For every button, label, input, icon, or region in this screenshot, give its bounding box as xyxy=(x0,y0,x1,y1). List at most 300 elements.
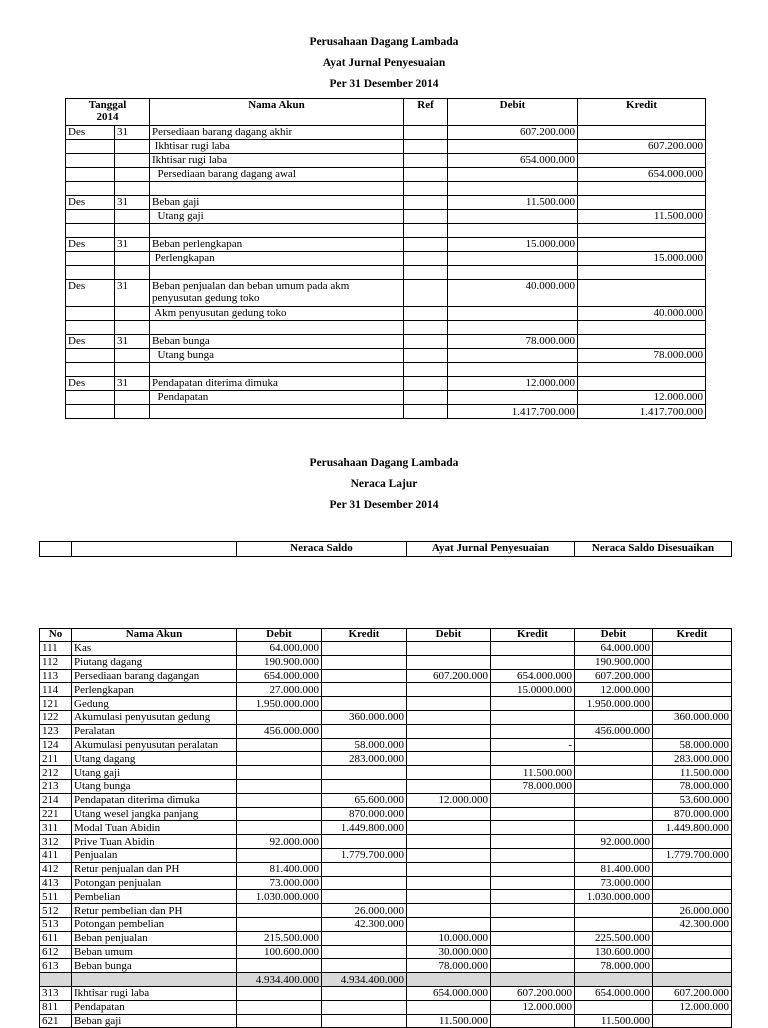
amount-cell xyxy=(322,862,407,876)
amount-cell: 654.000.000 xyxy=(237,669,322,683)
ajp-row xyxy=(66,252,706,266)
amount-cell xyxy=(322,642,407,656)
ajp-debit xyxy=(448,349,578,363)
ajp-day xyxy=(115,252,150,266)
amount-cell xyxy=(491,724,575,738)
amount-cell xyxy=(653,683,732,697)
ajp-month: Des xyxy=(66,335,115,349)
amount-cell xyxy=(575,766,653,780)
ajp-credit: 11.500.000 xyxy=(578,210,706,224)
account-name: Potongan pembelian xyxy=(72,917,237,931)
worksheet-row xyxy=(40,655,732,669)
worksheet-row xyxy=(40,724,732,738)
amount-cell: 1.449.800.000 xyxy=(322,821,407,835)
amount-cell xyxy=(491,945,575,959)
ajp-account: Pendapatan diterima dimuka xyxy=(150,377,404,391)
ajp-row xyxy=(66,182,706,196)
amount-cell xyxy=(407,642,491,656)
ajp-row xyxy=(66,391,706,405)
ajp-account xyxy=(150,405,404,419)
account-no: 123 xyxy=(40,724,72,738)
worksheet-group-row xyxy=(40,542,732,557)
ajp-row xyxy=(66,349,706,363)
account-no: 412 xyxy=(40,862,72,876)
ajp-row xyxy=(66,280,706,307)
worksheet-row xyxy=(40,890,732,904)
amount-cell xyxy=(322,876,407,890)
ajp-credit xyxy=(578,224,706,238)
amount-cell: 11.500.000 xyxy=(575,1014,653,1028)
ajp-account: Beban bunga xyxy=(150,335,404,349)
ajp-period: Per 31 Desember 2014 xyxy=(329,78,439,90)
amount-cell: 12.000.000 xyxy=(653,1000,732,1014)
account-no: 213 xyxy=(40,779,72,793)
amount-cell: 81.400.000 xyxy=(575,862,653,876)
ajp-account: Utang gaji xyxy=(150,210,404,224)
amount-cell: 130.600.000 xyxy=(575,945,653,959)
amount-cell: 607.200.000 xyxy=(653,986,732,1000)
worksheet-row xyxy=(40,793,732,807)
ajp-credit: 15.000.000 xyxy=(578,252,706,266)
ajp-month xyxy=(66,349,115,363)
ajp-debit xyxy=(448,224,578,238)
account-no: 413 xyxy=(40,876,72,890)
amount-cell: 12.000.000 xyxy=(575,683,653,697)
ajp-account-header: Nama Akun xyxy=(150,99,404,126)
amount-cell xyxy=(653,669,732,683)
ajp-ref xyxy=(404,196,448,210)
account-name: Penjualan xyxy=(72,848,237,862)
amount-cell xyxy=(407,876,491,890)
amount-cell xyxy=(491,862,575,876)
ajp-credit: 654.000.000 xyxy=(578,168,706,182)
ajp-account xyxy=(150,182,404,196)
amount-cell: 360.000.000 xyxy=(653,710,732,724)
amount-cell xyxy=(491,807,575,821)
ajp-day xyxy=(115,154,150,168)
account-name: Perlengkapan xyxy=(72,683,237,697)
account-no xyxy=(40,973,72,987)
amount-cell xyxy=(491,752,575,766)
ajp-credit: 40.000.000 xyxy=(578,307,706,321)
worksheet-row xyxy=(40,642,732,656)
ajp-month xyxy=(66,168,115,182)
ajp-month xyxy=(66,405,115,419)
amount-cell xyxy=(491,973,575,987)
amount-cell: 654.000.000 xyxy=(575,986,653,1000)
amount-cell xyxy=(491,1014,575,1028)
ajp-debit: 607.200.000 xyxy=(448,126,578,140)
ajp-debit: 654.000.000 xyxy=(448,154,578,168)
account-no: 312 xyxy=(40,835,72,849)
ajp-month xyxy=(66,224,115,238)
ajp-account: Beban penjualan dan beban umum pada akm penyusutan gedung toko xyxy=(150,280,404,307)
amount-cell: 92.000.000 xyxy=(237,835,322,849)
amount-cell xyxy=(407,752,491,766)
account-name: Peralatan xyxy=(72,724,237,738)
ajp-ref xyxy=(404,126,448,140)
ajp-day xyxy=(115,349,150,363)
ajp-ref xyxy=(404,266,448,280)
ajp-day: 31 xyxy=(115,280,150,307)
amount-cell: 78.000.000 xyxy=(653,779,732,793)
amount-cell: 607.200.000 xyxy=(491,986,575,1000)
account-name: Retur pembelian dan PH xyxy=(72,904,237,918)
amount-cell: 283.000.000 xyxy=(322,752,407,766)
ajp-debit xyxy=(448,252,578,266)
account-name: Beban penjualan xyxy=(72,931,237,945)
amount-cell xyxy=(237,904,322,918)
amount-cell xyxy=(575,779,653,793)
ajp-ref xyxy=(404,154,448,168)
adjusting-journal-table xyxy=(65,98,706,419)
account-no: 124 xyxy=(40,738,72,752)
amount-cell xyxy=(491,697,575,711)
ajp-day xyxy=(115,140,150,154)
ajp-row xyxy=(66,321,706,335)
ajp-row xyxy=(66,224,706,238)
nl-period: Per 31 Desember 2014 xyxy=(329,499,439,511)
group-account-cell xyxy=(72,542,237,557)
worksheet-col-header: Kredit xyxy=(491,629,575,642)
ajp-debit xyxy=(448,210,578,224)
ajp-day xyxy=(115,168,150,182)
worksheet-row xyxy=(40,945,732,959)
amount-cell xyxy=(407,848,491,862)
amount-cell: 26.000.000 xyxy=(653,904,732,918)
amount-cell: 1.779.700.000 xyxy=(322,848,407,862)
amount-cell xyxy=(653,876,732,890)
ajp-account: Persediaan barang dagang akhir xyxy=(150,126,404,140)
ajp-row xyxy=(66,196,706,210)
ajp-ref xyxy=(404,182,448,196)
amount-cell: 11.500.000 xyxy=(407,1014,491,1028)
amount-cell xyxy=(575,738,653,752)
worksheet-row xyxy=(40,862,732,876)
ajp-ref xyxy=(404,391,448,405)
ajp-credit xyxy=(578,196,706,210)
amount-cell: 360.000.000 xyxy=(322,710,407,724)
amount-cell xyxy=(491,655,575,669)
amount-cell: 15.0000.000 xyxy=(491,683,575,697)
amount-cell: 64.000.000 xyxy=(575,642,653,656)
amount-cell xyxy=(407,807,491,821)
account-name: Beban bunga xyxy=(72,959,237,973)
account-name: Ikhtisar rugi laba xyxy=(72,986,237,1000)
account-no: 513 xyxy=(40,917,72,931)
worksheet-row xyxy=(40,752,732,766)
account-no: 121 xyxy=(40,697,72,711)
amount-cell: 607.200.000 xyxy=(407,669,491,683)
ajp-account: Perlengkapan xyxy=(150,252,404,266)
ajp-day: 31 xyxy=(115,377,150,391)
account-name: Pembelian xyxy=(72,890,237,904)
amount-cell: 81.400.000 xyxy=(237,862,322,876)
amount-cell xyxy=(237,848,322,862)
ajp-total-row xyxy=(66,405,706,419)
amount-cell xyxy=(322,1014,407,1028)
amount-cell xyxy=(322,655,407,669)
worksheet-row xyxy=(40,986,732,1000)
worksheet-row xyxy=(40,766,732,780)
ajp-account: Ikhtisar rugi laba xyxy=(150,140,404,154)
worksheet-table xyxy=(39,628,732,1028)
worksheet-group-header xyxy=(39,541,732,557)
amount-cell xyxy=(491,959,575,973)
account-name: Modal Tuan Abidin xyxy=(72,821,237,835)
account-name: Beban gaji xyxy=(72,1014,237,1028)
ajp-ref xyxy=(404,335,448,349)
ajp-title: Ayat Jurnal Penyesuaian xyxy=(322,57,446,69)
account-name: Piutang dagang xyxy=(72,655,237,669)
ajp-day: 31 xyxy=(115,126,150,140)
ajp-month: Des xyxy=(66,126,115,140)
ajp-ref xyxy=(404,363,448,377)
ajp-account: Pendapatan xyxy=(150,391,404,405)
ajp-account xyxy=(150,224,404,238)
account-name: Beban umum xyxy=(72,945,237,959)
ajp-row xyxy=(66,335,706,349)
group-adjustments: Ayat Jurnal Penyesuaian xyxy=(407,542,575,557)
ajp-ref xyxy=(404,307,448,321)
amount-cell xyxy=(491,793,575,807)
ajp-ref xyxy=(404,252,448,266)
ajp-company: Perusahaan Dagang Lambada xyxy=(309,36,459,48)
amount-cell: 26.000.000 xyxy=(322,904,407,918)
amount-cell xyxy=(575,710,653,724)
amount-cell xyxy=(407,917,491,931)
ajp-ref xyxy=(404,238,448,252)
amount-cell xyxy=(322,931,407,945)
account-name: Utang gaji xyxy=(72,766,237,780)
amount-cell xyxy=(322,986,407,1000)
amount-cell xyxy=(653,890,732,904)
account-no: 612 xyxy=(40,945,72,959)
amount-cell xyxy=(237,752,322,766)
ajp-account: Beban gaji xyxy=(150,196,404,210)
amount-cell xyxy=(407,835,491,849)
account-no: 311 xyxy=(40,821,72,835)
amount-cell xyxy=(491,642,575,656)
ajp-debit xyxy=(448,182,578,196)
ajp-day xyxy=(115,210,150,224)
ajp-account: Akm penyusutan gedung toko xyxy=(150,307,404,321)
ajp-credit xyxy=(578,335,706,349)
ajp-month xyxy=(66,307,115,321)
ajp-debit xyxy=(448,266,578,280)
account-no: 411 xyxy=(40,848,72,862)
ajp-day: 31 xyxy=(115,335,150,349)
account-name: Potongan penjualan xyxy=(72,876,237,890)
account-no: 212 xyxy=(40,766,72,780)
worksheet-row xyxy=(40,710,732,724)
amount-cell xyxy=(407,710,491,724)
amount-cell xyxy=(322,697,407,711)
amount-cell xyxy=(407,821,491,835)
amount-cell xyxy=(407,655,491,669)
amount-cell xyxy=(575,1000,653,1014)
ajp-month: Des xyxy=(66,196,115,210)
amount-cell: 4.934.400.000 xyxy=(237,973,322,987)
amount-cell: - xyxy=(491,738,575,752)
account-name: Kas xyxy=(72,642,237,656)
amount-cell xyxy=(407,724,491,738)
ajp-month: Des xyxy=(66,280,115,307)
amount-cell: 100.600.000 xyxy=(237,945,322,959)
amount-cell: 78.000.000 xyxy=(407,959,491,973)
ajp-debit: 78.000.000 xyxy=(448,335,578,349)
group-adjusted-balance: Neraca Saldo Disesuaikan xyxy=(575,542,732,557)
ajp-month xyxy=(66,266,115,280)
amount-cell xyxy=(407,779,491,793)
ajp-debit xyxy=(448,321,578,335)
amount-cell xyxy=(575,917,653,931)
amount-cell: 12.000.000 xyxy=(491,1000,575,1014)
ajp-header-row xyxy=(66,99,706,126)
amount-cell: 78.000.000 xyxy=(491,779,575,793)
ajp-debit xyxy=(448,307,578,321)
amount-cell xyxy=(237,738,322,752)
ajp-day: 31 xyxy=(115,238,150,252)
ajp-month xyxy=(66,321,115,335)
amount-cell: 78.000.000 xyxy=(575,959,653,973)
ajp-day xyxy=(115,224,150,238)
amount-cell: 225.500.000 xyxy=(575,931,653,945)
ajp-row xyxy=(66,154,706,168)
worksheet-col-header: Debit xyxy=(237,629,322,642)
amount-cell xyxy=(491,904,575,918)
amount-cell xyxy=(575,807,653,821)
amount-cell xyxy=(653,931,732,945)
ajp-debit xyxy=(448,363,578,377)
account-name: Prive Tuan Abidin xyxy=(72,835,237,849)
amount-cell xyxy=(237,1014,322,1028)
group-no-cell xyxy=(40,542,72,557)
amount-cell xyxy=(491,710,575,724)
ajp-day xyxy=(115,405,150,419)
amount-cell: 73.000.000 xyxy=(575,876,653,890)
amount-cell: 190.900.000 xyxy=(575,655,653,669)
account-name: Retur penjualan dan PH xyxy=(72,862,237,876)
amount-cell: 456.000.000 xyxy=(237,724,322,738)
account-no: 512 xyxy=(40,904,72,918)
ajp-month xyxy=(66,154,115,168)
amount-cell xyxy=(237,766,322,780)
ajp-credit-header: Kredit xyxy=(578,99,706,126)
amount-cell: 30.000.000 xyxy=(407,945,491,959)
amount-cell xyxy=(237,959,322,973)
amount-cell xyxy=(407,904,491,918)
amount-cell: 190.900.000 xyxy=(237,655,322,669)
worksheet-row xyxy=(40,917,732,931)
amount-cell xyxy=(653,655,732,669)
amount-cell xyxy=(491,821,575,835)
amount-cell xyxy=(322,683,407,697)
amount-cell xyxy=(237,1000,322,1014)
worksheet-header-row xyxy=(40,629,732,642)
amount-cell xyxy=(407,890,491,904)
amount-cell xyxy=(322,1000,407,1014)
account-no: 211 xyxy=(40,752,72,766)
group-trial-balance: Neraca Saldo xyxy=(237,542,407,557)
amount-cell: 58.000.000 xyxy=(322,738,407,752)
amount-cell xyxy=(653,835,732,849)
account-no: 112 xyxy=(40,655,72,669)
amount-cell xyxy=(575,904,653,918)
ajp-row xyxy=(66,307,706,321)
worksheet-row xyxy=(40,904,732,918)
worksheet-col-header: Nama Akun xyxy=(72,629,237,642)
worksheet-row xyxy=(40,807,732,821)
worksheet-col-header: Debit xyxy=(407,629,491,642)
ajp-row xyxy=(66,126,706,140)
amount-cell: 1.030.000.000 xyxy=(237,890,322,904)
amount-cell xyxy=(322,945,407,959)
amount-cell xyxy=(575,793,653,807)
amount-cell xyxy=(322,959,407,973)
amount-cell xyxy=(407,683,491,697)
worksheet-col-header: Kredit xyxy=(653,629,732,642)
amount-cell xyxy=(322,779,407,793)
amount-cell: 654.000.000 xyxy=(407,986,491,1000)
amount-cell xyxy=(407,738,491,752)
ajp-debit xyxy=(448,168,578,182)
amount-cell: 1.030.000.000 xyxy=(575,890,653,904)
ajp-month xyxy=(66,252,115,266)
ajp-credit xyxy=(578,363,706,377)
ajp-credit: 78.000.000 xyxy=(578,349,706,363)
ajp-ref xyxy=(404,280,448,307)
ajp-account: Utang bunga xyxy=(150,349,404,363)
amount-cell xyxy=(322,724,407,738)
ajp-total-credit: 1.417.700.000 xyxy=(578,405,706,419)
amount-cell: 215.500.000 xyxy=(237,931,322,945)
ajp-debit: 40.000.000 xyxy=(448,280,578,307)
ajp-ref xyxy=(404,210,448,224)
amount-cell: 607.200.000 xyxy=(575,669,653,683)
ajp-ref xyxy=(404,168,448,182)
account-no: 611 xyxy=(40,931,72,945)
ajp-ref xyxy=(404,377,448,391)
worksheet-row xyxy=(40,697,732,711)
ajp-debit: 15.000.000 xyxy=(448,238,578,252)
account-name: Gedung xyxy=(72,697,237,711)
worksheet-row xyxy=(40,738,732,752)
amount-cell xyxy=(575,821,653,835)
ajp-credit: 12.000.000 xyxy=(578,391,706,405)
ajp-debit xyxy=(448,140,578,154)
amount-cell: 65.600.000 xyxy=(322,793,407,807)
amount-cell xyxy=(237,710,322,724)
worksheet-row xyxy=(40,1000,732,1014)
amount-cell xyxy=(653,862,732,876)
amount-cell: 27.000.000 xyxy=(237,683,322,697)
worksheet-row xyxy=(40,876,732,890)
ajp-day xyxy=(115,182,150,196)
worksheet-row xyxy=(40,959,732,973)
worksheet-row xyxy=(40,683,732,697)
amount-cell: 283.000.000 xyxy=(653,752,732,766)
ajp-account xyxy=(150,266,404,280)
account-no: 313 xyxy=(40,986,72,1000)
amount-cell xyxy=(322,890,407,904)
account-no: 113 xyxy=(40,669,72,683)
account-name: Utang bunga xyxy=(72,779,237,793)
account-no: 214 xyxy=(40,793,72,807)
ajp-day xyxy=(115,307,150,321)
ajp-ref xyxy=(404,321,448,335)
ajp-ref xyxy=(404,224,448,238)
